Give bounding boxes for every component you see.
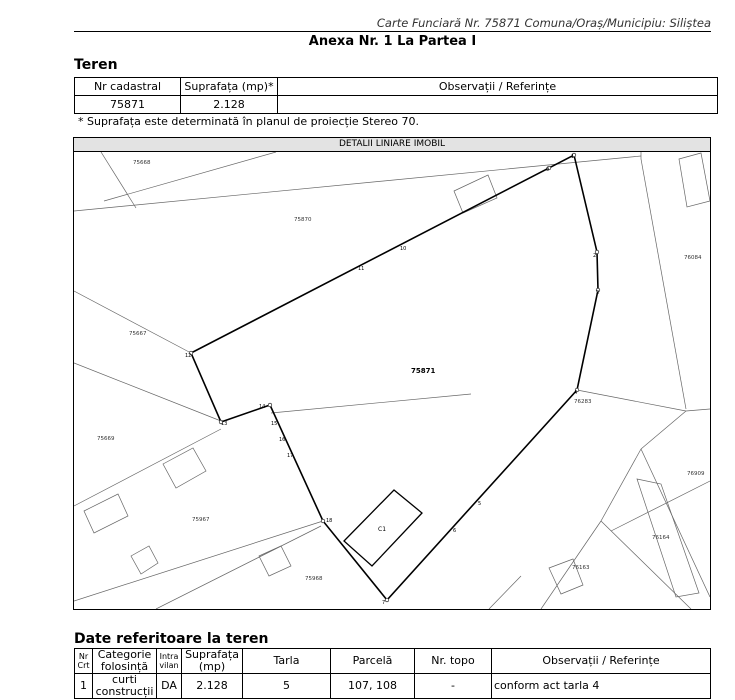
point-number-7: 7 [382,600,386,606]
parcel-75871-boundary [191,155,598,600]
footnote-stereo70: * Suprafața este determinată în planul de proiecție Stereo 70. [78,115,420,128]
boundary-point-markers [189,153,600,602]
parcel-boundary-line [101,152,136,208]
map-title: DETALII LINIARE IMOBIL [74,138,710,152]
cell-nr-topo: - [415,674,492,699]
column-header-suprafata: Suprafața (mp) [182,649,243,674]
parcel-label-75669: 75669 [97,436,115,442]
parcel-boundary-line [601,449,641,521]
column-header-nr-cadastral: Nr cadastral [75,78,181,96]
table-row [75,674,711,699]
annex-title: Anexa Nr. 1 La Partea I [308,34,477,49]
parcel-boundary-line [686,409,710,411]
point-number-13: 13 [221,421,228,427]
detalii-liniare-map [73,137,711,610]
column-header-intravilan: Intra vilan [157,649,182,674]
cell-nr-crt: 1 [75,674,93,699]
date-teren-heading: Date referitoare la teren [74,631,269,647]
building-outline [454,175,497,213]
column-header-observatii: Observații / Referințe [278,78,718,96]
parcel-label-75871: 75871 [411,367,436,375]
parcel-label-75968: 75968 [305,576,323,582]
point-number-3: 3 [596,290,600,296]
cell-tarla: 5 [243,674,331,699]
column-header-tarla: Tarla [243,649,331,674]
point-number-6: 6 [453,528,457,534]
boundary-point-marker [385,598,389,602]
point-number-12: 12 [185,353,192,359]
neighbouring-parcel-lines [74,152,710,609]
column-header-nr-topo: Nr. topo [415,649,492,674]
teren-heading: Teren [74,57,118,73]
cell-observatii [278,96,718,114]
point-number-4: 4 [574,390,578,396]
building-outline [259,546,291,576]
parcel-label-75870: 75870 [294,217,312,223]
point-number-10: 10 [400,246,407,252]
parcel-boundary-line [74,291,191,353]
carte-funciara-header: Carte Funciară Nr. 75871 Comuna/Oraș/Municipiu: Siliștea [74,16,711,32]
cell-categorie: curti construcții [93,674,157,699]
parcel-boundary-line [489,576,521,609]
cell-suprafata: 2.128 [182,674,243,699]
point-number-14: 14 [259,404,266,410]
cadastral-plan-drawing [74,152,710,609]
point-number-5: 5 [478,501,482,507]
building-label-c1: C1 [378,526,387,533]
column-header-nr-crt: Nr Crt [75,649,93,674]
cell-suprafata: 2.128 [181,96,278,114]
parcel-labels [97,160,705,582]
point-number-17: 17 [287,453,294,459]
parcel-boundary-line [601,521,691,609]
cell-observatii: conform act tarla 4 [492,674,711,699]
point-number-1: 1 [571,154,575,160]
parcel-label-76084: 76084 [684,255,702,261]
point-number-15: 15 [271,421,278,427]
parcel-label-75667: 75667 [129,331,147,337]
boundary-point-numbers [185,154,599,606]
column-header-parcela: Parcelă [331,649,415,674]
cell-nr-cadastral: 75871 [75,96,181,114]
building-outline [163,448,206,488]
point-number-16: 16 [279,437,286,443]
point-number-2: 2 [593,253,597,259]
building-outline [84,494,128,533]
parcel-label-76909: 76909 [687,471,705,477]
parcel-boundary-line [74,521,323,601]
date-teren-table [74,648,711,699]
parcel-boundary-line [271,394,471,413]
building-outline [131,546,158,574]
parcel-boundary-line [577,390,686,411]
boundary-point-marker [268,403,272,407]
column-header-observatii: Observații / Referințe [492,649,711,674]
building-outline [679,153,710,207]
parcel-label-76164: 76164 [652,535,670,541]
parcel-label-75967: 75967 [192,517,210,523]
parcel-boundary-line [641,159,686,409]
parcel-label-76283: 76283 [574,399,592,405]
parcel-boundary-line [156,526,321,609]
point-number-18: 18 [326,518,333,524]
parcel-boundary-line [611,481,710,531]
point-number-11: 11 [358,266,365,272]
column-header-suprafata: Suprafața (mp)* [181,78,278,96]
parcel-label-75668: 75668 [133,160,151,166]
column-header-categorie: Categorie folosință [93,649,157,674]
cell-intravilan: DA [157,674,182,699]
parcel-boundary-line [541,521,601,609]
teren-table [74,77,718,114]
point-number-9: 9 [546,167,550,173]
parcel-label-76163: 76163 [572,565,590,571]
cell-parcela: 107, 108 [331,674,415,699]
parcel-boundary-line [641,411,686,449]
boundary-point-marker [321,519,325,523]
